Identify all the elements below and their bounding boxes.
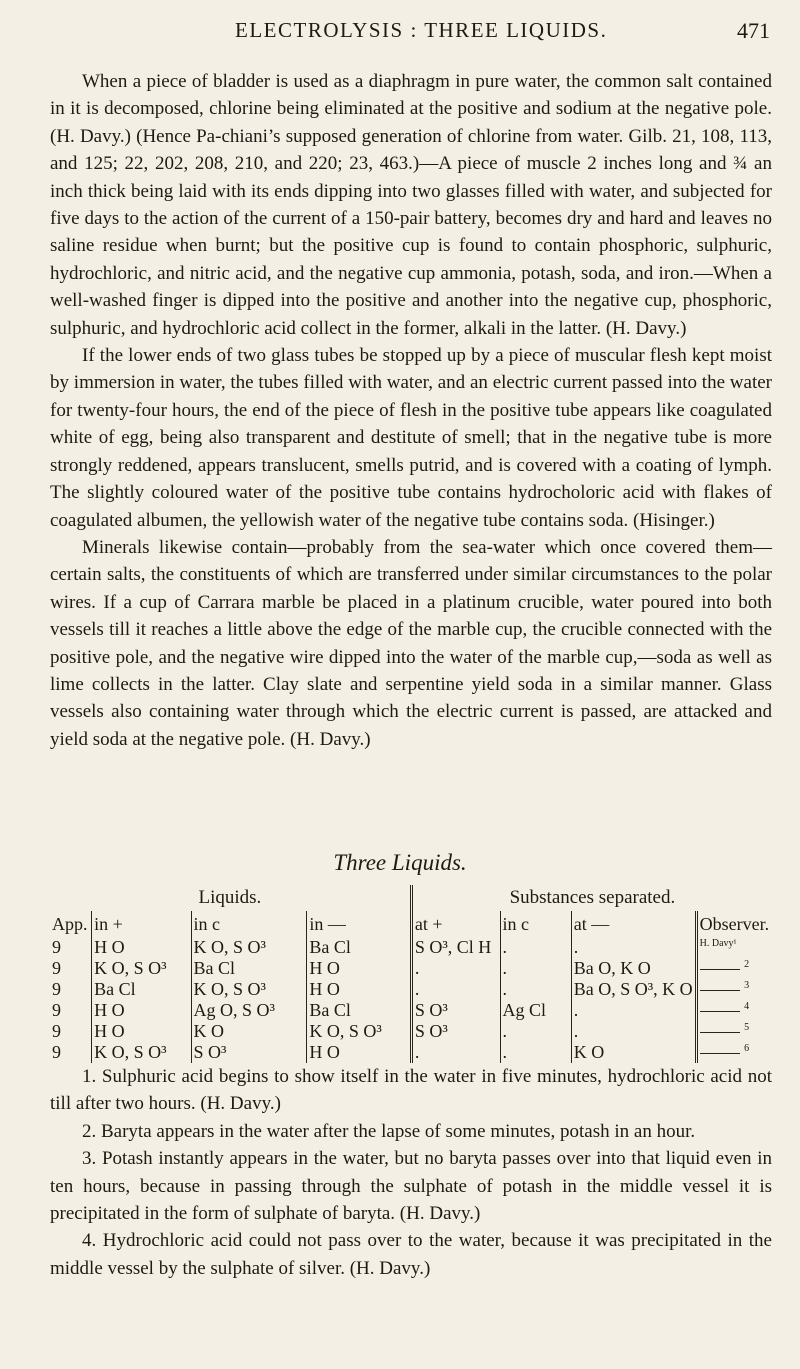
cell-in-minus: Ba Cl — [307, 937, 412, 958]
note: 4. Hydrochloric acid could not pass over to the water, because it was precipitated in the middle vessel by the sulphate of silver. (H. Davy.) — [50, 1230, 772, 1279]
paragraph: Minerals likewise contain—probably from the sea-water which once covered them—certain salts, the constituents of which are transferred under similar circumstances to the polar wires. If a cup of Carrara marble be placed in a platinum crucible, water poured into both vessels till it reaches a little above the edge of the marble cup, the crucible connected with the positive pole, and the negative wire dipped into the water of the marble cup,—soda as well as lime collects in the latter. Clay slate and serpentine yield soda in a similar manner. Glass vessels also containing water through which the electric current is passed, are attacked and yield soda at the negative pole. (H. Davy.) — [50, 536, 772, 750]
paragraph: If the lower ends of two glass tubes be stopped up by a piece of muscular flesh kept moist by immersion in water, the tubes filled with water, and an electric current passed into the water for twenty-four hours, the end of the piece of flesh in the positive tube appears like coagulated white of egg, being also transparent and destitute of smell; that in the negative tube is more strongly reddened, appears translucent, smells putrid, and is covered with a coating of lymph. The slightly coloured water of the positive tube contains hydrocholoric acid with flakes of coagulated albumen, the yellowish water of the negative tube contains soda. (Hisinger.) — [50, 345, 772, 531]
cell-at-minus: . — [571, 1021, 696, 1042]
liquids-group-label: Liquids. — [198, 887, 262, 908]
col-in-c-2: in c — [500, 911, 571, 937]
observer-note-ref: 3 — [744, 980, 750, 991]
cell-in-minus: H O — [307, 979, 412, 1000]
running-title: ELECTROLYSIS : THREE LIQUIDS. — [235, 18, 608, 42]
table-row — [50, 958, 772, 979]
cell-at-plus: S O³, Cl H — [411, 937, 500, 958]
cell-observer — [696, 1021, 772, 1042]
cell-in-c: K O — [191, 1021, 307, 1042]
substances-group-label: Substances separated. — [411, 885, 772, 911]
ditto-dash — [700, 969, 740, 970]
cell-observer — [696, 1000, 772, 1021]
cell-in-c-2: . — [500, 958, 571, 979]
cell-in-minus: H O — [307, 958, 412, 979]
ditto-dash — [700, 1011, 740, 1012]
col-in-plus: in + — [92, 911, 191, 937]
cell-in-plus: K O, S O³ — [92, 1042, 191, 1063]
cell-observer — [696, 979, 772, 1000]
col-app: App. — [52, 913, 88, 934]
table-row — [50, 1000, 772, 1021]
cell-app: 9 — [52, 1021, 61, 1041]
col-observer: Observer. — [696, 911, 772, 937]
ditto-dash — [700, 1053, 740, 1054]
cell-at-minus: Ba O, K O — [571, 958, 696, 979]
table-row — [50, 937, 772, 958]
table-group-header — [50, 885, 772, 911]
cell-in-c: K O, S O³ — [191, 979, 307, 1000]
col-in-c: in c — [191, 911, 307, 937]
cell-at-minus: K O — [571, 1042, 696, 1063]
table-row — [50, 1042, 772, 1063]
cell-at-plus: S O³ — [411, 1000, 500, 1021]
section-title: Three Liquids. — [333, 850, 467, 875]
cell-at-plus: . — [411, 979, 500, 1000]
observer-note-ref: 6 — [744, 1043, 750, 1054]
cell-observer — [696, 1042, 772, 1063]
cell-in-c-2: Ag Cl — [500, 1000, 571, 1021]
observer-note-ref: H. Davy¹ — [699, 938, 737, 949]
cell-in-c-2: . — [500, 1021, 571, 1042]
note: 2. Baryta appears in the water after the lapse of some minutes, potash in an hour. — [82, 1120, 696, 1142]
cell-app: 9 — [52, 1000, 61, 1020]
cell-at-plus: . — [411, 958, 500, 979]
ditto-dash — [700, 990, 740, 991]
cell-observer — [696, 937, 772, 958]
cell-in-plus: H O — [92, 937, 191, 958]
page-header — [0, 18, 800, 48]
table-body — [50, 937, 772, 1063]
cell-app: 9 — [52, 937, 61, 957]
observer-note-ref: 5 — [744, 1022, 750, 1033]
observer-note-ref: 4 — [744, 1001, 750, 1012]
cell-app: 9 — [52, 1042, 61, 1062]
cell-at-plus: . — [411, 1042, 500, 1063]
cell-in-c-2: . — [500, 979, 571, 1000]
table-row — [50, 979, 772, 1000]
cell-app: 9 — [52, 979, 61, 999]
cell-at-minus: . — [571, 937, 696, 958]
cell-in-c-2: . — [500, 1042, 571, 1063]
cell-in-c: K O, S O³ — [191, 937, 307, 958]
cell-in-c-2: . — [500, 937, 571, 958]
cell-in-minus: H O — [307, 1042, 412, 1063]
footnotes — [50, 1063, 772, 1282]
cell-in-minus: Ba Cl — [307, 1000, 412, 1021]
table-column-header — [50, 911, 772, 937]
cell-in-c: Ag O, S O³ — [191, 1000, 307, 1021]
col-in-minus: in — — [307, 911, 412, 937]
cell-observer — [696, 958, 772, 979]
observer-note-ref: 2 — [744, 959, 750, 970]
paragraph: When a piece of bladder is used as a diaphragm in pure water, the common salt contained in it is decomposed, chlorine being eliminated at the positive and sodium at the negative pole. (H. Davy.) (Hence Pa-chiani’s supposed generation of chlorine from water. Gilb. 21, 108, 113, and 125; 22, 202, 208, 210, and 220; 23, 463.)—A piece of muscle 2 inches long and ¾ an inch thick being laid with its ends dipping into two glasses filled with water, and subjected for five days to the action of the current of a 150-pair battery, becomes dry and hard and leaves no saline residue when burnt; but the positive cup is found to contain phosphoric, sulphuric, hydrochloric, and nitric acid, and the negative cup ammonia, potash, soda, and iron.—When a well-washed finger is dipped into the positive and another into the negative cup, phosphoric, sulphuric, and hydrochloric acid collect in the former, alkali in the latter. (H. Davy.) — [50, 71, 772, 339]
cell-in-plus: K O, S O³ — [92, 958, 191, 979]
ditto-dash — [700, 1032, 740, 1033]
cell-in-minus: K O, S O³ — [307, 1021, 412, 1042]
col-at-plus: at + — [411, 911, 500, 937]
cell-in-plus: H O — [92, 1000, 191, 1021]
cell-in-plus: Ba Cl — [92, 979, 191, 1000]
cell-at-minus: Ba O, S O³, K O — [571, 979, 696, 1000]
cell-app: 9 — [52, 958, 61, 978]
note: 1. Sulphuric acid begins to show itself in the water in five minutes, hydrochloric acid not till after two hours. (H. Davy.) — [50, 1066, 772, 1115]
note: 3. Potash instantly appears in the water, but no baryta passes over into that liquid even in ten hours, because in passing through the sulphate of potash in the middle vessel it is precipitated in the form of sulphate of baryta. (H. Davy.) — [50, 1148, 772, 1225]
col-at-minus: at — — [571, 911, 696, 937]
cell-in-c: S O³ — [191, 1042, 307, 1063]
page-number: 471 — [737, 18, 770, 43]
table-row — [50, 1021, 772, 1042]
three-liquids-table — [50, 885, 772, 1063]
cell-in-plus: H O — [92, 1021, 191, 1042]
cell-at-plus: S O³ — [411, 1021, 500, 1042]
cell-in-c: Ba Cl — [191, 958, 307, 979]
cell-at-minus: . — [571, 1000, 696, 1021]
body-text — [50, 68, 772, 753]
